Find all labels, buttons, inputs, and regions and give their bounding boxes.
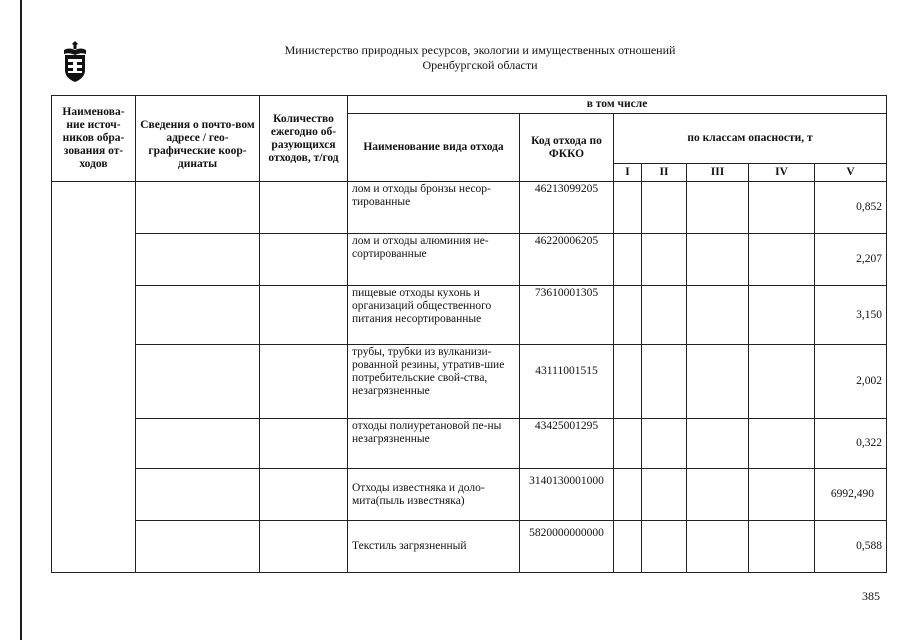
cell-class-1: [614, 469, 642, 521]
cell-class-2: [642, 521, 687, 573]
cell-class-4: [749, 345, 815, 419]
cell-class-5: 6992,490: [815, 469, 887, 521]
header-class-3: III: [687, 164, 749, 182]
header-class-1: I: [614, 164, 642, 182]
cell-address: [136, 182, 260, 234]
coat-of-arms-icon: [61, 40, 89, 84]
header-including: в том числе: [348, 96, 887, 114]
cell-address: [136, 345, 260, 419]
cell-quantity: [260, 469, 348, 521]
cell-waste-name: пищевые отходы кухонь и организаций общественного питания несортированные: [348, 286, 520, 345]
cell-waste-code: 5820000000000: [520, 521, 614, 573]
page-number: 385: [862, 589, 880, 603]
cell-quantity: [260, 419, 348, 469]
cell-class-3: [687, 419, 749, 469]
cell-class-1: [614, 521, 642, 573]
cell-waste-code: 43111001515: [520, 345, 614, 419]
cell-class-4: [749, 234, 815, 286]
cell-class-5: 3,150: [815, 286, 887, 345]
cell-class-2: [642, 419, 687, 469]
cell-class-2: [642, 234, 687, 286]
cell-class-1: [614, 345, 642, 419]
cell-class-1: [614, 234, 642, 286]
cell-class-4: [749, 419, 815, 469]
cell-class-5: 2,207: [815, 234, 887, 286]
cell-class-1: [614, 419, 642, 469]
scan-edge-line: [20, 0, 22, 640]
table-row: [52, 419, 887, 469]
cell-waste-name: трубы, трубки из вулканизи-рованной резины, утратив-шие потребительские свой-ства, незагрязненные: [348, 345, 520, 419]
cell-waste-name: лом и отходы алюминия не-сортированные: [348, 234, 520, 286]
header-class-2: II: [642, 164, 687, 182]
cell-address: [136, 234, 260, 286]
cell-quantity: [260, 286, 348, 345]
cell-class-3: [687, 469, 749, 521]
header-class-4: IV: [749, 164, 815, 182]
header-source-name: Наименова-ние источ-ников обра-зования от-ходов: [52, 96, 136, 182]
cell-class-3: [687, 182, 749, 234]
header-address: Сведения о почто-вом адресе / гео-графические коор-динаты: [136, 96, 260, 182]
cell-class-3: [687, 521, 749, 573]
cell-waste-code: 73610001305: [520, 286, 614, 345]
waste-table: [51, 95, 887, 573]
cell-class-2: [642, 182, 687, 234]
cell-address: [136, 521, 260, 573]
cell-class-4: [749, 182, 815, 234]
ministry-name-line: Министерство природных ресурсов, экологии и имущественных отношений: [284, 43, 676, 57]
cell-class-5: 0,322: [815, 419, 887, 469]
header-hazard-classes: по классам опасности, т: [614, 114, 887, 164]
cell-class-5: 0,588: [815, 521, 887, 573]
cell-class-1: [614, 286, 642, 345]
table-row: [52, 286, 887, 345]
cell-waste-code: 43425001295: [520, 419, 614, 469]
cell-waste-name: отходы полиуретановой пе-ны незагрязненные: [348, 419, 520, 469]
cell-class-5: 0,852: [815, 182, 887, 234]
cell-class-3: [687, 345, 749, 419]
cell-class-4: [749, 469, 815, 521]
cell-class-1: [614, 182, 642, 234]
cell-waste-code: 46213099205: [520, 182, 614, 234]
header-waste-name: Наименование вида отхода: [348, 114, 520, 182]
cell-quantity: [260, 234, 348, 286]
table-row: [52, 345, 887, 419]
cell-class-3: [687, 234, 749, 286]
cell-class-5: 2,002: [815, 345, 887, 419]
table-row: [52, 521, 887, 573]
cell-quantity: [260, 521, 348, 573]
cell-quantity: [260, 345, 348, 419]
cell-address: [136, 286, 260, 345]
table-row: [52, 234, 887, 286]
cell-waste-code: 3140130001000: [520, 469, 614, 521]
cell-waste-code: 46220006205: [520, 234, 614, 286]
cell-class-2: [642, 286, 687, 345]
cell-class-2: [642, 345, 687, 419]
cell-address: [136, 469, 260, 521]
cell-class-4: [749, 286, 815, 345]
cell-waste-name: Текстиль загрязненный: [348, 521, 520, 573]
cell-class-4: [749, 521, 815, 573]
cell-waste-name: Отходы известняка и доло-мита(пыль известняка): [348, 469, 520, 521]
cell-address: [136, 419, 260, 469]
table-row: [52, 469, 887, 521]
header-class-5: V: [815, 164, 887, 182]
table-row: [52, 182, 887, 234]
header-waste-code: Код отхода по ФККО: [520, 114, 614, 182]
cell-class-3: [687, 286, 749, 345]
cell-waste-name: лом и отходы бронзы несор-тированные: [348, 182, 520, 234]
cell-quantity: [260, 182, 348, 234]
ministry-header: [240, 43, 720, 73]
ministry-region-line: Оренбургской области: [422, 58, 538, 72]
header-quantity: Количество ежегодно об-разующихся отходов, т/год: [260, 96, 348, 182]
cell-class-2: [642, 469, 687, 521]
cell-source-name: [52, 182, 136, 573]
